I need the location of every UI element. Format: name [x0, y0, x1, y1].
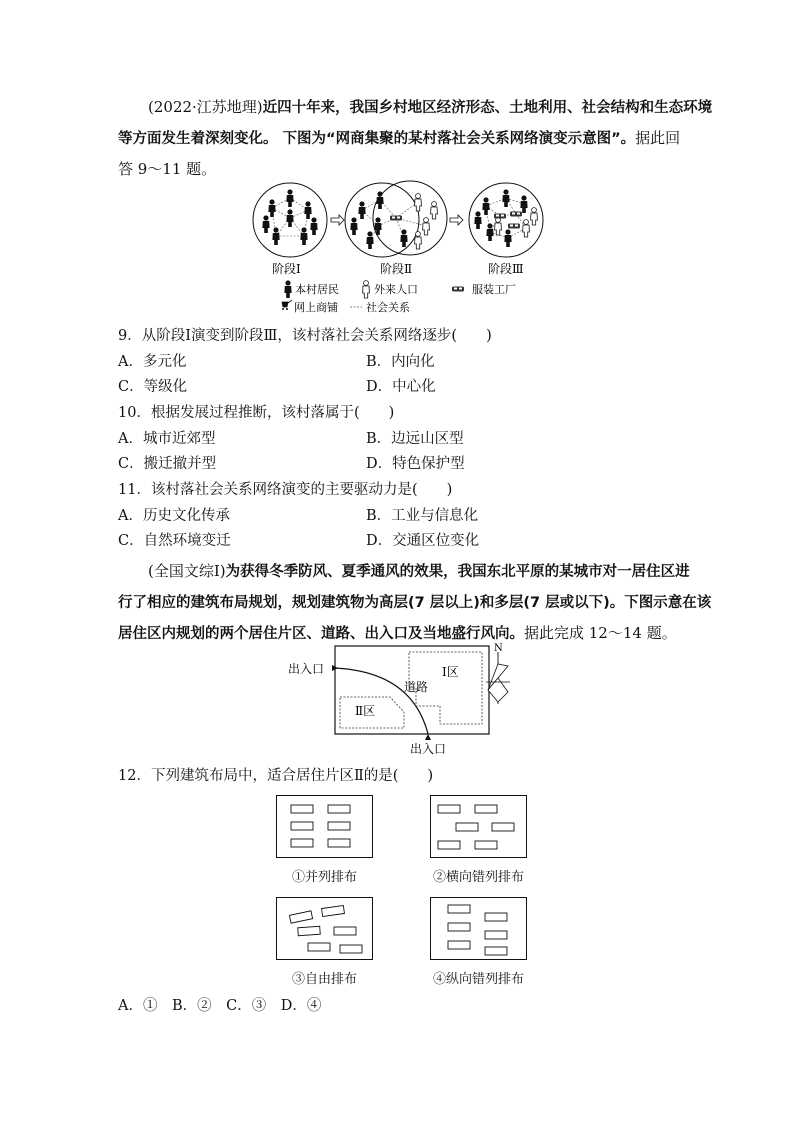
- stage-3-label: 阶段Ⅲ: [488, 262, 524, 276]
- question-9-option-b[interactable]: B．内向化: [366, 354, 435, 370]
- question-10-option-b[interactable]: B．边远山区型: [366, 431, 464, 447]
- intro1-source: (2022·江苏地理): [148, 98, 263, 116]
- question-9-option-a[interactable]: A．多元化: [118, 354, 187, 370]
- stage-1-diagram: [253, 183, 327, 257]
- layout-2-diagram: [430, 795, 527, 858]
- intro1-line2-tail: 据此回: [635, 129, 681, 147]
- intro2-source: (全国文综Ⅰ): [148, 562, 226, 580]
- layout-1-diagram: [276, 795, 373, 858]
- road-curve: [335, 668, 428, 734]
- question-10-option-d[interactable]: D．特色保护型: [366, 456, 465, 472]
- entrance-bottom-marker: [425, 734, 431, 740]
- layout-4-caption: ④纵向错列排布: [432, 972, 524, 987]
- resident-icon: [284, 280, 291, 298]
- stage-2-diagram: [345, 181, 447, 257]
- question-11-option-c[interactable]: C．自然环境变迁: [118, 533, 231, 549]
- road-label: 道路: [404, 680, 429, 694]
- wind-direction-icon: [486, 664, 510, 702]
- question-12-answer-options[interactable]: A．① B．② C．③ D．④: [118, 998, 322, 1014]
- question-10-stem: 10．根据发展过程推断，该村落属于( ): [118, 405, 395, 421]
- residential-zone-map: [282, 642, 532, 760]
- legend-shop: 网上商铺: [294, 301, 338, 314]
- intro-paragraph-2: [118, 556, 712, 649]
- layout-3-diagram: [276, 897, 373, 960]
- question-10-option-a[interactable]: A．城市近郊型: [118, 431, 216, 447]
- layout-3-caption: ③自由排布: [291, 972, 357, 987]
- question-9-option-c[interactable]: C．等级化: [118, 379, 188, 395]
- question-9-option-d[interactable]: D．中心化: [366, 379, 436, 395]
- question-11-option-a[interactable]: A．历史文化传承: [118, 508, 230, 524]
- intro2-line3-tail: 据此完成 12～14 题。: [524, 624, 677, 642]
- question-11-option-d[interactable]: D．交通区位变化: [366, 533, 480, 549]
- entrance-bottom-label: 出入口: [410, 742, 447, 756]
- shop-icon: [282, 300, 292, 310]
- intro2-line2: [118, 587, 712, 618]
- entrance-top-label: 出入口: [288, 662, 325, 676]
- layout-4-diagram: [430, 897, 527, 960]
- question-10-option-c[interactable]: C．搬迁撤并型: [118, 456, 217, 472]
- network-evolution-figure: [250, 180, 560, 320]
- question-12-stem: 12．下列建筑布局中，适合居住片区Ⅱ的是( ): [118, 768, 434, 784]
- intro-paragraph-1: [118, 92, 713, 184]
- layout-1-caption: ①并列排布: [291, 870, 357, 885]
- question-11-stem: 11．该村落社会关系网络演变的主要驱动力是( ): [118, 482, 453, 498]
- intro1-line1: [118, 92, 713, 123]
- intro2-line1-text: 为获得冬季防风、夏季通风的效果，我国东北平原的某城市对一居住区进: [225, 564, 690, 580]
- stage-1-label: 阶段Ⅰ: [272, 262, 301, 276]
- legend-relation: 社会关系: [366, 301, 410, 314]
- question-9-stem: 9．从阶段Ⅰ演变到阶段Ⅲ，该村落社会关系网络逐步( ): [118, 328, 492, 344]
- legend-factory: 服装工厂: [472, 283, 516, 296]
- intro1-line2: [118, 123, 688, 154]
- arrow-icon: [450, 215, 463, 225]
- zone-2-label: Ⅱ区: [355, 704, 376, 718]
- intro1-line3: 答 9～11 题。: [118, 160, 217, 178]
- layout-2-caption: ②横向错列排布: [432, 870, 524, 885]
- intro2-line1: [118, 556, 688, 587]
- legend-resident: 本村居民: [295, 283, 339, 296]
- intro1-line1-text: 近四十年来，我国乡村地区经济形态、土地利用、社会结构和生态环境: [262, 100, 713, 116]
- stage-2-label: 阶段Ⅱ: [380, 262, 413, 276]
- north-label: N: [494, 643, 503, 654]
- stage-3-diagram: [469, 183, 543, 257]
- arrow-icon: [331, 215, 344, 225]
- outsider-icon: [363, 281, 370, 298]
- intro1-line2-text: 等方面发生着深刻变化。 下图为“网商集聚的某村落社会关系网络演变示意图”。: [118, 131, 636, 147]
- factory-icon: [452, 287, 464, 292]
- intro2-line2-text: 行了相应的建筑布局规划，规划建筑物为高层(7 层以上)和多层(7 层或以下)。下图示意在该: [118, 595, 712, 611]
- question-11-option-b[interactable]: B．工业与信息化: [366, 508, 479, 524]
- legend-outsider: 外来人口: [374, 283, 418, 296]
- zone-1-label: Ⅰ区: [442, 665, 459, 679]
- intro2-line3-bold: 居住区内规划的两个居住片区、道路、出入口及当地盛行风向。: [118, 626, 524, 642]
